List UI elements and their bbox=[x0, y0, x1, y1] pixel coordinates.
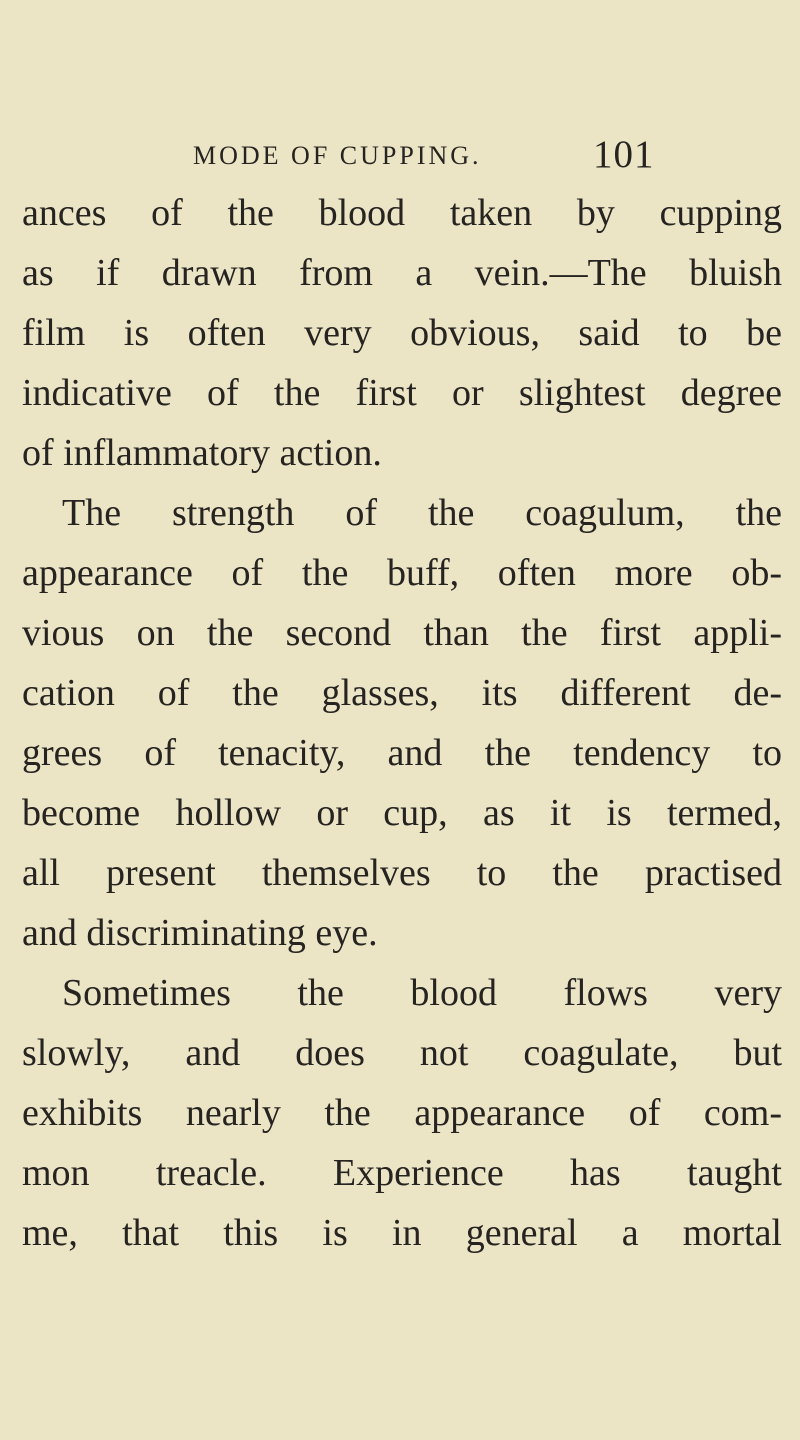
text-line: cation of the glasses, its different de- bbox=[22, 672, 782, 714]
text-line: all present themselves to the practised bbox=[22, 852, 782, 894]
text-line: The strength of the coagulum, the bbox=[62, 492, 782, 534]
text-line: ances of the blood taken by cupping bbox=[22, 192, 782, 234]
text-line: indicative of the first or slightest degree bbox=[22, 372, 782, 414]
text-line: vious on the second than the first appli- bbox=[22, 612, 782, 654]
text-line: exhibits nearly the appearance of com- bbox=[22, 1092, 782, 1134]
running-head: MODE OF CUPPING. bbox=[193, 141, 482, 170]
text-line: grees of tenacity, and the tendency to bbox=[22, 732, 782, 774]
text-line: film is often very obvious, said to be bbox=[22, 312, 782, 354]
page-number: 101 bbox=[593, 133, 655, 176]
page-header bbox=[0, 132, 800, 182]
text-line: mon treacle. Experience has taught bbox=[22, 1152, 782, 1194]
text-line: Sometimes the blood flows very bbox=[62, 972, 782, 1014]
text-line: become hollow or cup, as it is termed, bbox=[22, 792, 782, 834]
text-line: me, that this is in general a mortal bbox=[22, 1212, 782, 1254]
body-text bbox=[22, 183, 782, 1263]
text-line: as if drawn from a vein.—The bluish bbox=[22, 252, 782, 294]
text-line: of inflammatory action. bbox=[22, 432, 382, 474]
text-line: slowly, and does not coagulate, but bbox=[22, 1032, 782, 1074]
text-line: appearance of the buff, often more ob- bbox=[22, 552, 782, 594]
text-line: and discriminating eye. bbox=[22, 912, 378, 954]
